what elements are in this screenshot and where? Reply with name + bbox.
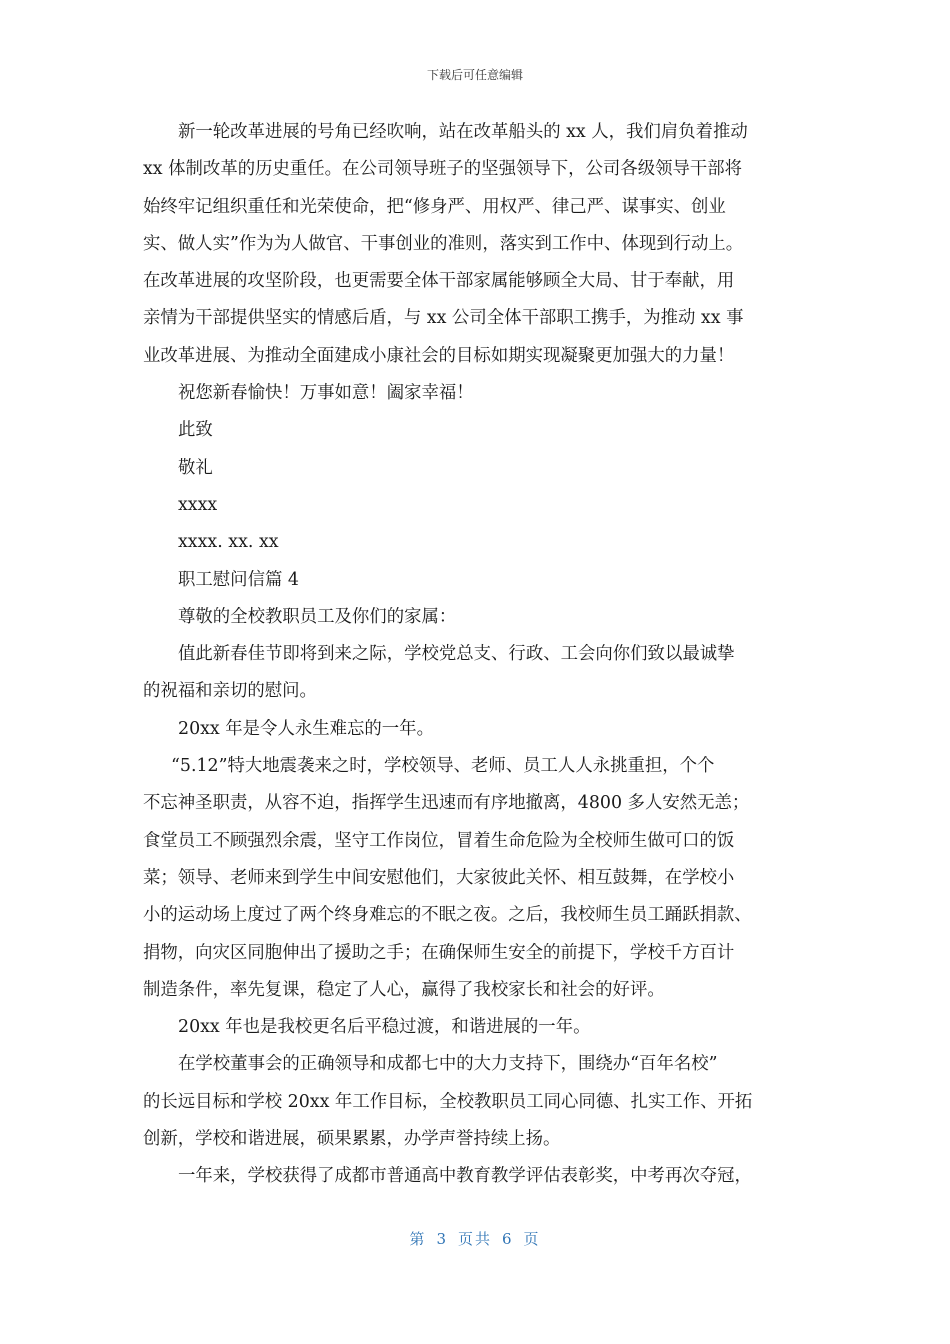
paragraph-line: 捐物，向灾区同胞伸出了援助之手；在确保师生安全的前提下，学校千方百计 [143,942,735,963]
footer-total-pages: 6 [502,1230,514,1248]
footer-suffix: 页 [523,1230,541,1248]
paragraph-line: 的长远目标和学校 20xx 年工作目标，全校教职员工同心同德、扎实工作、开拓 [143,1091,753,1112]
paragraph-line: xx 体制改革的历史重任。在公司领导班子的坚强领导下，公司各级领导干部将 [143,159,743,180]
wishes-line: 祝您新春愉快！万事如意！阖家幸福！ [178,383,474,404]
paragraph-line: 创新，学校和谐进展，硕果累累，办学声誉持续上扬。 [143,1129,561,1150]
page-number-footer [0,1228,950,1249]
paragraph-line: 的祝福和亲切的慰问。 [143,681,317,702]
footer-current-page: 3 [436,1230,448,1248]
paragraph-renamed-school: 20xx 年也是我校更名后平稳过渡，和谐进展的一年。 [178,1017,591,1038]
paragraph-line: 始终牢记组织重任和光荣使命，把“修身严、用权严、律己严、谋事实、创业 [143,196,726,217]
signature-name: xxxx [178,494,218,515]
paragraph-line: 实、做人实”作为为人做官、干事创业的准则，落实到工作中、体现到行动上。 [143,233,744,254]
paragraph-greeting [143,636,811,711]
paragraph-earthquake [143,748,811,1009]
paragraph-line: 业改革进展、为推动全面建成小康社会的目标如期实现凝聚更加强大的力量！ [143,345,735,366]
page-header-note: 下载后可任意编辑 [426,68,523,82]
paragraph-line: 新一轮改革进展的号角已经吹响，站在改革船头的 xx 人，我们肩负着推动 [178,122,748,142]
salutation: 尊敬的全校教职员工及你们的家属： [178,606,457,627]
closing-respectfully: 此致 [178,420,213,441]
paragraph-line: “5.12”特大地震袭来之时，学校领导、老师、员工人人永挑重担，个个 [171,756,715,777]
signature-date: xxxx. xx. xx [178,532,279,553]
paragraph-line: 亲情为干部提供坚实的情感后盾，与 xx 公司全体干部职工携手，为推动 xx 事 [143,308,744,329]
paragraph-line: 在学校董事会的正确领导和成都七中的大力支持下，围绕办“百年名校” [178,1054,718,1075]
section-title: 职工慰问信篇 4 [178,569,299,590]
document-body [143,114,811,1196]
paragraph-achievements: 一年来，学校获得了成都市普通高中教育教学评估表彰奖，中考再次夺冠， [178,1166,752,1187]
paragraph-board-support [143,1046,811,1158]
paragraph-line: 菜；领导、老师来到学生中间安慰他们，大家彼此关怀、相互鼓舞，在学校小 [143,867,735,888]
paragraph-reform [143,114,811,375]
paragraph-line: 在改革进展的攻坚阶段，也更需要全体干部家属能够顾全大局、甘于奉献，用 [143,271,735,292]
paragraph-line: 制造条件，率先复课，稳定了人心，赢得了我校家长和社会的好评。 [143,979,665,1000]
paragraph-year-unforgettable: 20xx 年是令人永生难忘的一年。 [178,718,434,739]
footer-middle: 页共 [457,1230,492,1248]
paragraph-line: 小的运动场上度过了两个终身难忘的不眠之夜。之后，我校师生员工踊跃捐款、 [143,905,752,926]
paragraph-line: 不忘神圣职责，从容不迫，指挥学生迅速而有序地撤离，4800 多人安然无恙； [143,793,750,814]
footer-prefix: 第 [409,1230,427,1248]
paragraph-line: 值此新春佳节即将到来之际，学校党总支、行政、工会向你们致以最诚挚 [178,644,735,665]
paragraph-line: 食堂员工不顾强烈余震，坚守工作岗位，冒着生命危险为全校师生做可口的饭 [143,830,735,851]
closing-salute: 敬礼 [178,457,213,478]
